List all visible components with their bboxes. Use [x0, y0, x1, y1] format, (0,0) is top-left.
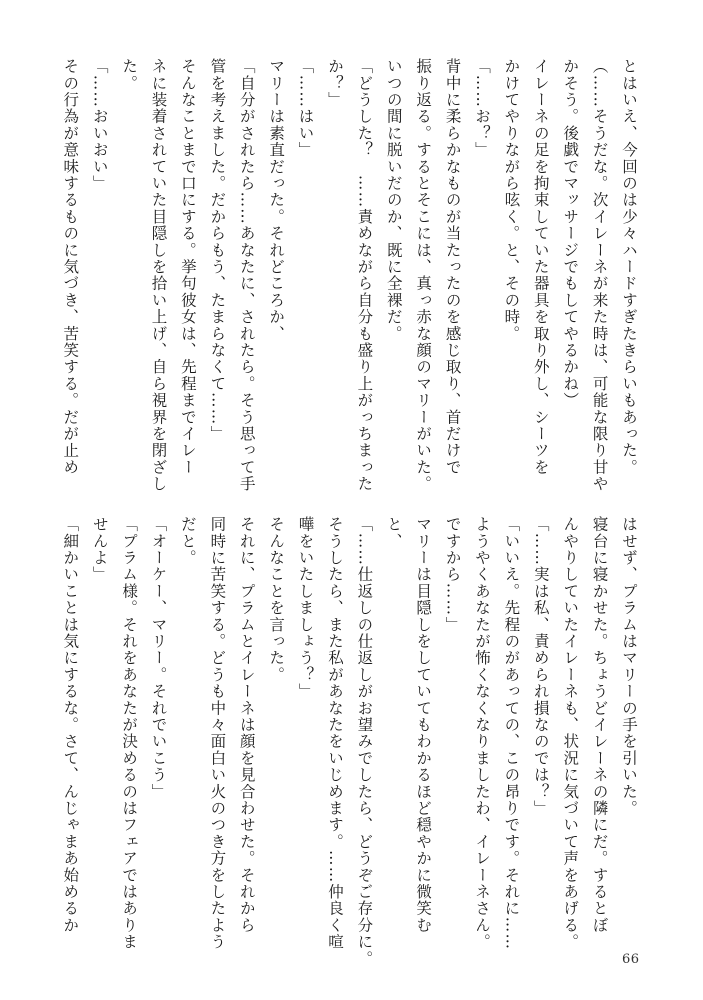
text-line: そんなことを言った。 — [267, 516, 286, 683]
text-line: 「オーケー、マリー。それでいこう」 — [149, 516, 168, 800]
text-line: 「……お？」 — [472, 58, 491, 159]
text-line: 管を考えました。だからもう、たまらなくて……」 — [208, 58, 227, 443]
text-line: ようやくあなたが怖くなくなりましたわ、イレーネさん。 — [472, 516, 491, 951]
text-line: ですから……」 — [443, 516, 462, 633]
text-line: かそう。後戯でマッサージでもしてやるかね） — [561, 58, 580, 409]
text-line: 「……仕返しの仕返しがお望みでしたら、どうぞご存分に。 — [355, 516, 374, 967]
text-line: た。 — [120, 58, 139, 92]
text-line: 寝台に寝かせた。ちょうどイレーネの隣にだ。するとぼ — [590, 516, 609, 934]
text-line: とはいえ、今回のは少々ハードすぎたきらいもあった。 — [620, 58, 638, 476]
text-line: 「……おいおい」 — [90, 58, 109, 192]
text-line: 嘩をいたしましょう？」 — [296, 516, 315, 700]
text-line: だと。 — [178, 516, 197, 567]
text-line: んやりしていたイレーネも、状況に気づいて声をあげる。 — [561, 516, 580, 951]
text-line: そんなことまで口にする。挙句彼女は、先程までイレー — [178, 58, 197, 476]
text-line: 振り返る。するとそこには、真っ赤な顔のマリーがいた。 — [414, 58, 433, 493]
text-line: 背中に柔らかなものが当たったのを感じ取り、首だけで — [443, 58, 462, 476]
text-line: 「プラム様。それをあなたが決めるのはフェアではありま — [120, 516, 139, 951]
text-line: そうしたら、また私があなたをいじめます。……仲良く喧 — [325, 516, 344, 951]
text-line: 「……はい」 — [296, 58, 315, 159]
text-line: その行為が意味するものに気づき、苦笑する。だが止め — [61, 58, 80, 476]
text-line: マリーは素直だった。それどころか、 — [267, 58, 286, 342]
text-line: イレーネの足を拘束していた器具を取り外し、シーツを — [531, 58, 550, 476]
upper-text-column — [61, 58, 643, 493]
page-number: 66 — [622, 952, 640, 967]
text-line: 「自分がされたら……あなたに、されたら。そう思って手 — [237, 58, 256, 493]
text-line: いつの間に脱いだのか、既に全裸だ。 — [384, 58, 403, 342]
text-line: かけてやりながら呟く。と、その時。 — [502, 58, 521, 342]
text-line: マリーは目隠しをしていてもわかるほど穏やかに微笑む — [414, 516, 433, 934]
text-line: 「どうした？ ……責めながら自分も盛り上がっちまった — [355, 58, 374, 493]
text-line: か？」 — [325, 58, 344, 109]
text-line: ネに装着されていた目隠しを拾い上げ、自ら視界を閉ざし — [149, 58, 168, 493]
text-line: はせず、プラムはマリーの手を引いた。 — [620, 516, 638, 817]
text-line: それに、プラムとイレーネは顔を見合わせた。それから — [237, 516, 256, 934]
text-line: 「いいえ。先程のがあっての、この昂りです。それに…… — [502, 516, 521, 951]
text-line: と、 — [384, 516, 403, 550]
text-line: （……そうだな。次イレーネが来た時は、可能な限り甘や — [590, 58, 609, 493]
text-line: せんよ」 — [90, 516, 109, 583]
text-line: 「細かいことは気にするな。さて、んじゃまあ始めるか — [61, 516, 80, 934]
text-line: 「……実は私、責められ損なのでは？」 — [531, 516, 550, 817]
text-line: 同時に苦笑する。どうも中々面白い火のつき方をしたよう — [208, 516, 227, 951]
